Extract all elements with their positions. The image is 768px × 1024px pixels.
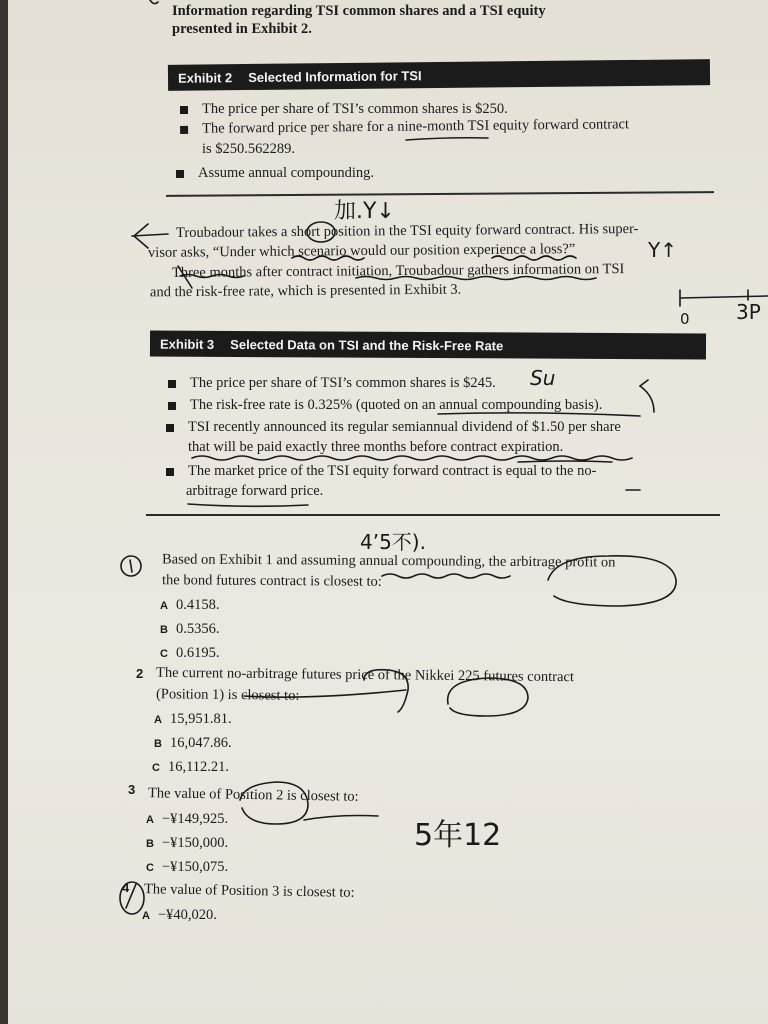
handwritten-note-top: 加.Y↓ xyxy=(334,199,395,224)
question-4-line-1: The value of Position 3 is closest to: xyxy=(143,881,355,901)
bullet-icon xyxy=(176,170,184,178)
bullet-icon xyxy=(168,380,176,388)
exhibit-3-number: Exhibit 3 xyxy=(159,336,215,352)
question-4-option-a: A −¥40,020. xyxy=(142,907,217,923)
divider xyxy=(146,514,720,516)
bullet-icon xyxy=(180,106,188,114)
handwritten-zero: 0 xyxy=(680,310,690,328)
bullet-icon xyxy=(180,126,188,134)
handwritten-note-right: Y↑ xyxy=(648,238,677,262)
question-3-number: 3 xyxy=(128,782,136,797)
question-2-option-c: C 16,112.21. xyxy=(152,759,230,775)
exhibit-3-title: Selected Data on TSI and the Risk-Free Rate xyxy=(230,336,504,353)
question-2-option-a: A 15,951.81. xyxy=(154,711,232,727)
intro-line-1: Information regarding TSI common shares and a TSI equity xyxy=(172,3,546,19)
question-2-number: 2 xyxy=(136,666,144,681)
question-1-option-b: B 0.5356. xyxy=(160,621,220,637)
exhibit-2-bullet-cont: is $250.562289. xyxy=(202,141,296,157)
handwritten-note-q3: 5年12 xyxy=(414,818,502,853)
divider xyxy=(166,191,714,196)
paragraph-line-4: and the risk-free rate, which is presented in Exhibit 3. xyxy=(149,281,462,301)
question-1-line-2: the bond futures contract is closest to: xyxy=(161,572,382,590)
intro-line-2: presented in Exhibit 2. xyxy=(172,21,312,37)
exhibit-3-bullet-cont: arbitrage forward price. xyxy=(186,483,324,499)
bullet-icon xyxy=(166,468,174,476)
bullet-icon xyxy=(166,424,174,432)
question-3-option-c: C −¥150,075. xyxy=(146,859,229,875)
question-3-line-1: The value of Position 2 is closest to: xyxy=(147,785,359,805)
paragraph-line-1: Troubadour takes a short position in the TSI equity forward contract. His super- xyxy=(175,220,639,242)
document-page: Information regarding TSI common shares and a TSI equity presented in Exhibit 2. Exhibit 2 Selected Information for TSI The price per share of TSI’s common shares is $250. The forward price per share for a nine-month TSI equity forward contract is $250.562289. Assume annual compounding. Troubadour takes a short position in the TSI equity forward contract. His super- visor asks, “Under which scenario would our position experience a loss?” Three months after contract initiation, Troubadour gathers information on TSI and the risk-free rate, which is presented in Exhibit 3. Exhibit 3 Selected Data on TSI and the Risk-Free Rate The price per share of TSI’s common shares is $245. The risk-free rate is 0.325% (quoted on an annual compounding basis). TSI recently announced its regular semiannual dividend of $1.50 per share that will be paid exactly three months before contract expiration. The market price of the TSI equity forward contract is equal to the no- arbitrage forward price. Based on Exhibit 1 and assuming annual compounding, the arbitrage profit on the bond futures contract is closest to: A 0.4158. B 0.5356. C 0.6195. 2 The current no-arbitrage futures price of the Nikkei 225 futures contract (Position 1) is closest to: A 15,951.81. B 16,047.86. C 16,112.21. 3 The value of Position 2 is closest to: A −¥149,925. B −¥150,000. C −¥150,075. 4 The value of Position 3 is closest to: A −¥40,020. 加.Y↓ Y↑ 3P 0 Su 4’5不). 5年12 xyxy=(8,0,768,1024)
question-1-option-a: A 0.4158. xyxy=(160,597,220,613)
handwritten-note-middle: 4’5不). xyxy=(360,530,426,554)
paragraph-line-3: Three months after contract initiation, Troubadour gathers information on TSI xyxy=(171,261,625,281)
exhibit-3-header xyxy=(150,331,706,360)
question-3-option-a: A −¥149,925. xyxy=(146,811,229,827)
question-2-line-1: The current no-arbitrage futures price of the Nikkei 225 futures contract xyxy=(155,664,574,686)
question-1-line-1: Based on Exhibit 1 and assuming annual compounding, the arbitrage profit on xyxy=(161,551,616,571)
question-2-line-2: (Position 1) is closest to: xyxy=(155,686,300,704)
pen-markings xyxy=(8,0,768,1024)
exhibit-2-number: Exhibit 2 xyxy=(177,69,233,86)
exhibit-3-bullet-cont: that will be paid exactly three months before contract expiration. xyxy=(188,439,564,455)
question-3-option-b: B −¥150,000. xyxy=(146,835,229,851)
question-4-number: 4 xyxy=(122,880,130,895)
question-2-option-b: B 16,047.86. xyxy=(154,735,232,751)
bullet-icon xyxy=(168,402,176,410)
handwritten-note-edge: 3P xyxy=(736,300,761,324)
exhibit-2-title: Selected Information for TSI xyxy=(248,67,422,85)
exhibit-2-header xyxy=(168,59,710,91)
paragraph-line-2: visor asks, “Under which scenario would our position experience a loss?” xyxy=(147,241,576,261)
handwritten-note-price: Su xyxy=(530,366,556,390)
question-1-option-c: C 0.6195. xyxy=(160,645,220,661)
